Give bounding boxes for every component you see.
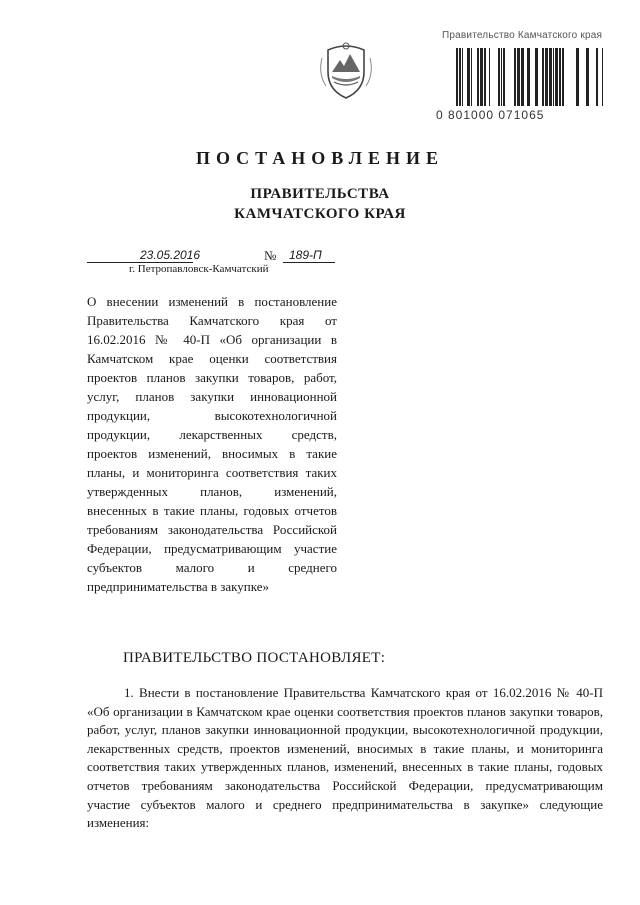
document-issuer: [0, 184, 640, 224]
coat-of-arms-emblem: [316, 38, 376, 102]
document-date: 23.05.2016: [139, 248, 201, 262]
stamp-number: 0 801000 071065: [436, 108, 545, 122]
issuer-line-2: КАМЧАТСКОГО КРАЯ: [234, 206, 406, 222]
document-city: г. Петропавловск-Камчатский: [129, 263, 269, 275]
number-sign: №: [264, 248, 277, 263]
barcode-image: [454, 48, 606, 106]
stamp-organization: Правительство Камчатского края: [442, 30, 603, 41]
decree-heading: ПРАВИТЕЛЬСТВО ПОСТАНОВЛЯЕТ:: [123, 650, 386, 666]
paragraph-1: 1. Внести в постановление Правительства Камчатского края от 16.02.2016 № 40-П «Об организации в Камчатском крае оценки соответствия проектов планов закупки товаров, работ, услуг, планов закупки инновационной продукции, высокотехнологичной продукции, лекарственных средств, проектов изменений, вносимых в такие планы, и мониторинга соответствия таких утвержденных планов, изменений, внесенных в такие планы, годовых отчетов требованиям законодательства Российской Федерации, предусматривающим участие субъектов малого и среднего предпринимательства в закупке» следующие изменения:: [87, 685, 603, 831]
document-title: ПОСТАНОВЛЕНИЕ: [195, 148, 445, 168]
issuer-line-1: ПРАВИТЕЛЬСТВА: [250, 186, 390, 202]
document-number: 189-П: [289, 248, 322, 262]
document-caption: О внесении изменений в постановление Правительства Камчатского края от 16.02.2016 № 40-П «Об организации в Камчатском крае оценки соответствия проектов планов закупки товаров, работ, услуг, планов закупки инновационной продукции, высокотехнологичной продукции, лекарственных средств, проектов изменений, вносимых в такие планы, и мониторинга соответствия таких утвержденных планов, изменений, внесенных в такие планы, годовых отчетов требованиям законодательства Российской Федерации, предусматривающим участие субъектов малого и среднего предпринимательства в закупке»: [87, 294, 337, 594]
number-underline: [283, 262, 335, 263]
registration-stamp: [432, 30, 632, 130]
